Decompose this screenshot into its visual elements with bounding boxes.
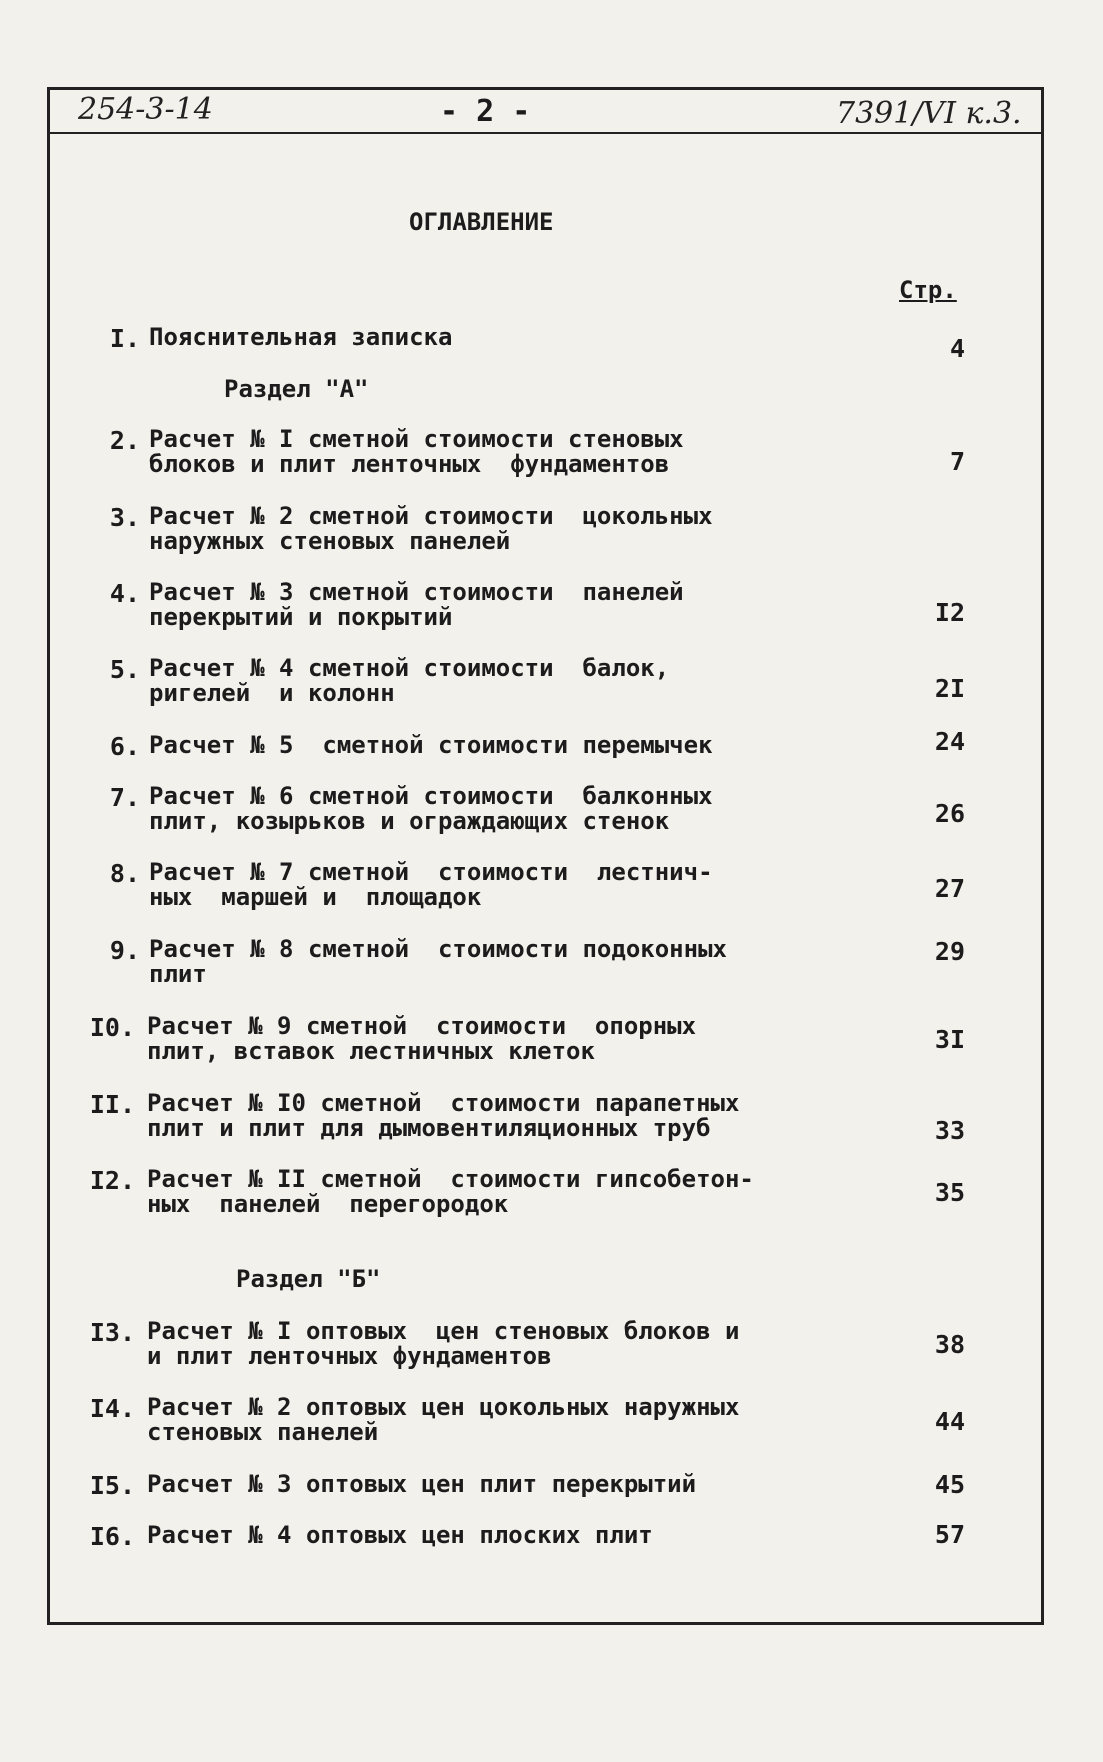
entry-page: 38 [934,1330,965,1359]
entry-title-cont: ных маршей и площадок [149,883,482,911]
entry-title: Расчет № 4 оптовых цен плоских плит [147,1521,653,1549]
entry-title-cont: плит [149,960,207,988]
entry-number: I3. [89,1318,135,1347]
entry-title: Расчет № 6 сметной стоимости балконных [149,782,713,810]
entry-number: I2. [89,1166,135,1195]
entry-page: 45 [934,1470,965,1499]
archive-code: 7391/VI к.3. [836,96,1022,131]
page-column-header: Стр. [899,276,957,304]
entry-number: 4. [109,579,140,608]
entry-title-cont: наружных стеновых панелей [149,527,511,555]
entry-page: 57 [934,1520,965,1549]
entry-title-cont: стеновых панелей [147,1418,379,1446]
entry-page: 26 [934,799,965,828]
entry-title-cont: плит, вставок лестничных клеток [147,1037,595,1065]
entry-number: 7. [109,783,140,812]
entry-title: Расчет № 3 оптовых цен плит перекрытий [147,1470,697,1498]
entry-page: 24 [934,727,965,756]
entry-number: II. [89,1090,135,1119]
entry-title: Расчет № 8 сметной стоимости подоконных [149,935,727,963]
section-heading-b: Раздел "Б" [236,1265,381,1293]
entry-number: 6. [109,732,140,761]
entry-number: 3. [109,503,140,532]
entry-number: I6. [89,1522,135,1551]
entry-page: 3I [934,1025,965,1054]
entry-number: 2. [109,426,140,455]
entry-page: 35 [934,1178,965,1207]
entry-title-cont: блоков и плит ленточных фундаментов [149,450,670,478]
entry-number: I5. [89,1471,135,1500]
entry-title: Расчет № 3 сметной стоимости панелей [149,578,684,606]
entry-title: Расчет № 2 оптовых цен цокольных наружных [147,1393,740,1421]
entry-title-cont: ных панелей перегородок [147,1190,509,1218]
entry-number: 8. [109,859,140,888]
entry-title: Расчет № I сметной стоимости стеновых [149,425,684,453]
header-divider [47,132,1044,134]
entry-title: Расчет № 4 сметной стоимости балок, [149,654,670,682]
entry-page: 7 [949,447,965,476]
entry-number: 9. [109,936,140,965]
entry-title: Пояснительная записка [149,323,453,351]
entry-title: Расчет № 2 сметной стоимости цокольных [149,502,713,530]
entry-title: Расчет № 7 сметной стоимости лестнич- [149,858,713,886]
entry-number: I4. [89,1394,135,1423]
entry-title-cont: плит и плит для дымовентиляционных труб [147,1114,711,1142]
entry-title: Расчет № 9 сметной стоимости опорных [147,1012,697,1040]
entry-title-cont: перекрытий и покрытий [149,603,453,631]
document-code: 254-3-14 [78,92,213,127]
section-heading-a: Раздел "А" [224,375,369,403]
entry-page: 44 [934,1407,965,1436]
entry-title: Расчет № II сметной стоимости гипсобетон- [147,1165,754,1193]
entry-number: I. [109,324,140,353]
entry-title-cont: плит, козырьков и ограждающих стенок [149,807,670,835]
entry-page: 2I [934,674,965,703]
entry-title: Расчет № I оптовых цен стеновых блоков и [147,1317,740,1345]
entry-page: I2 [934,598,965,627]
entry-title: Расчет № 5 сметной стоимости перемычек [149,731,713,759]
entry-title: Расчет № I0 сметной стоимости парапетных [147,1089,740,1117]
entry-page: 4 [949,334,965,363]
entry-page: 27 [934,874,965,903]
entry-number: I0. [89,1013,135,1042]
entry-page: 29 [934,937,965,966]
page-number: - 2 - [440,94,531,129]
entry-number: 5. [109,655,140,684]
entry-title-cont: ригелей и колонн [149,679,395,707]
entry-page: 33 [934,1116,965,1145]
page-title: ОГЛАВЛЕНИЕ [409,208,554,236]
entry-title-cont: и плит ленточных фундаментов [147,1342,552,1370]
